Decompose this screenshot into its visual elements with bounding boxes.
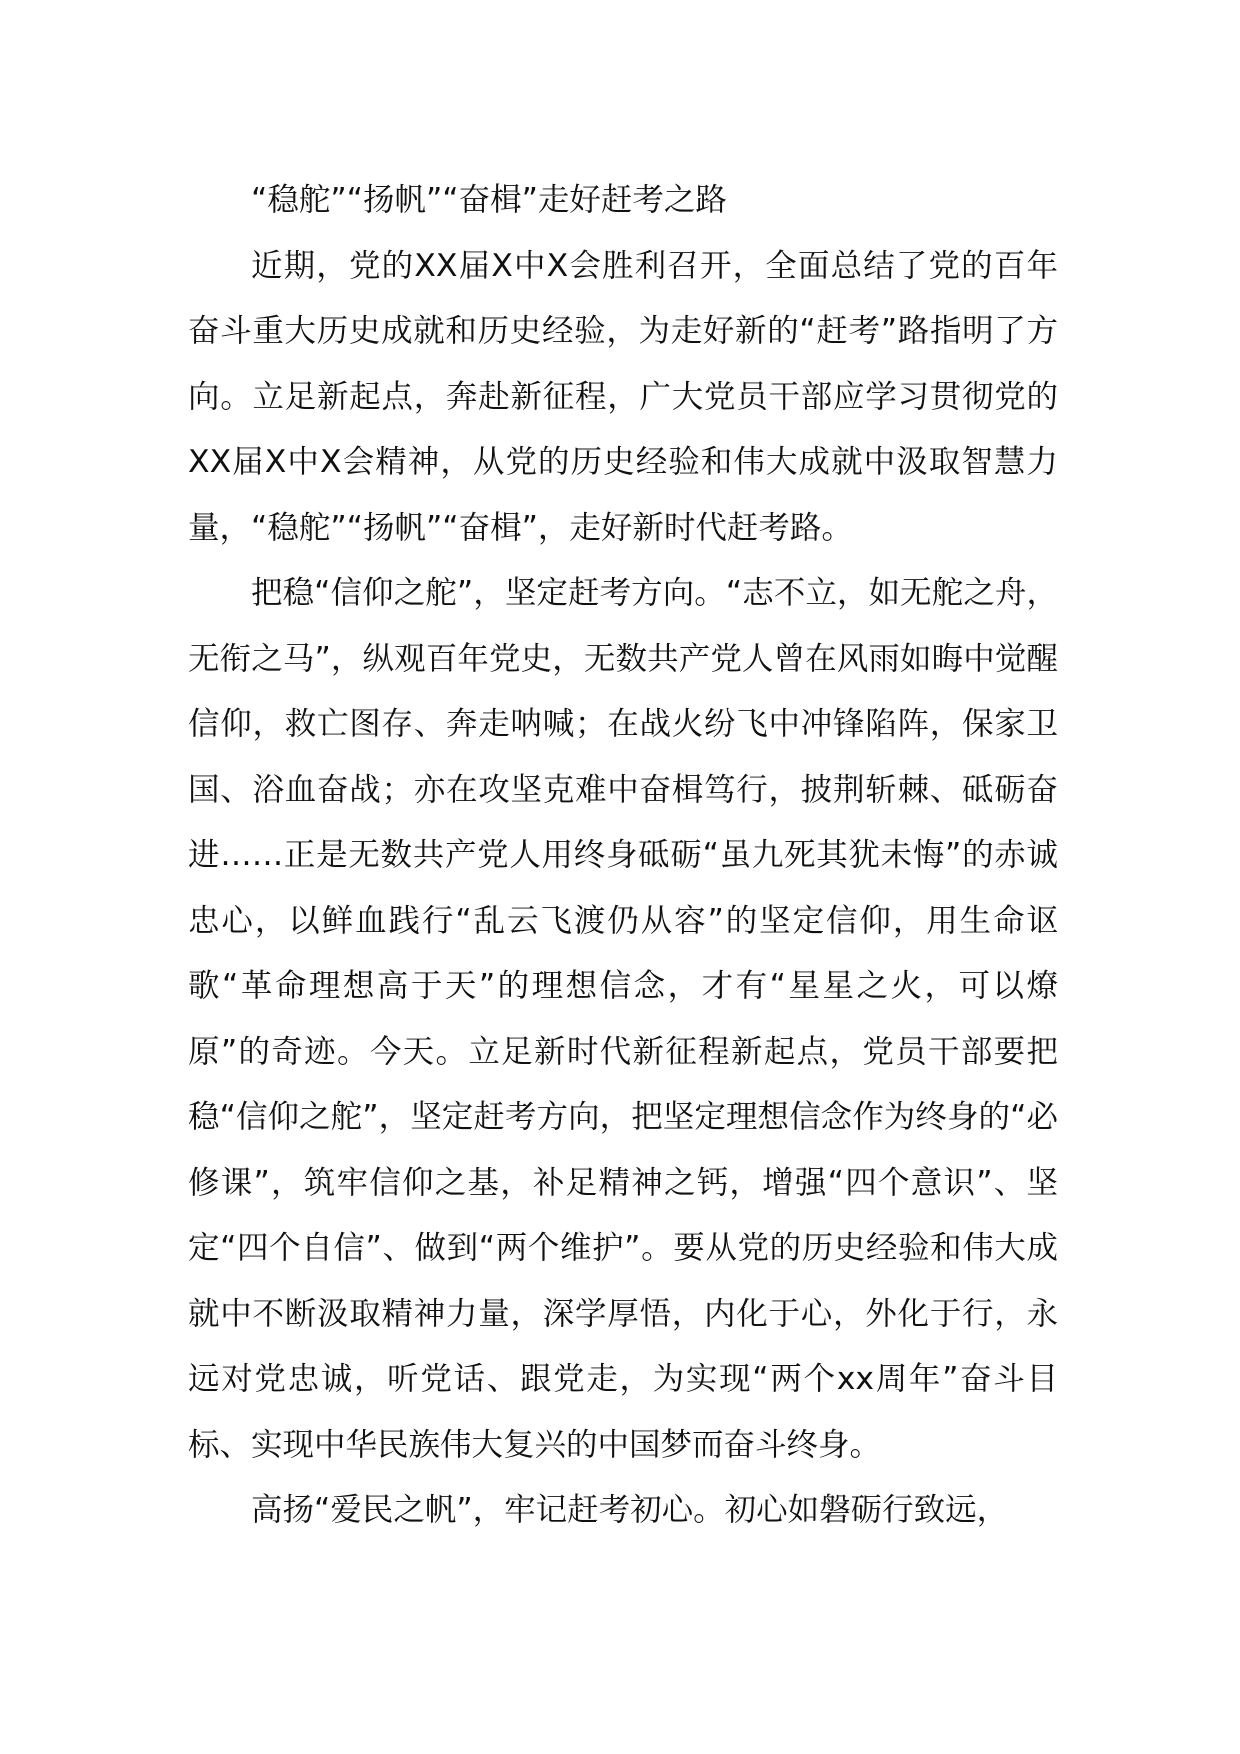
paragraph-intro: 近期，党的XX届X中X会胜利召开，全面总结了党的百年奋斗重大历史成就和历史经验，为走好新的“赶考”路指明了方向。立足新起点，奔赴新征程，广大党员干部应学习贯彻党的XX届X中X会精神，从党的历史经验和伟大成就中汲取智慧力量，“稳舵”“扬帆”“奋楫”，走好新时代赶考路。: [188, 247, 1058, 546]
paragraph-people-sail: 高扬“爱民之帆”，牢记赶考初心。初心如磐砺行致远，: [251, 1492, 1009, 1528]
paragraph-faith-rudder: 把稳“信仰之舵”，坚定赶考方向。“志不立，如无舵之舟，无衔之马”，纵观百年党史，无数共产党人曾在风雨如晦中觉醒信仰，救亡图存、奔走呐喊；在战火纷飞中冲锋陷阵，保家卫国、浴血奋战；亦在攻坚克难中奋楫笃行，披荆斩棘、砥砺奋进……正是无数共产党人用终身砥砺“虽九死其犹未悔”的赤诚忠心，以鲜血践行“乱云飞渡仍从容”的坚定信仰，用生命讴歌“革命理想高于天”的理想信念，才有“星星之火，可以燎原”的奇迹。今天。立足新时代新征程新起点，党员干部要把稳“信仰之舵”，坚定赶考方向，把坚定理想信念作为终身的“必修课”，筑牢信仰之基，补足精神之钙，增强“四个意识”、坚定“四个自信”、做到“两个维护”。要从党的历史经验和伟大成就中不断汲取精神力量，深学厚悟，内化于心，外化于行，永远对党忠诚，听党话、跟党走，为实现“两个xx周年”奋斗目标、实现中华民族伟大复兴的中国梦而奋斗终身。: [188, 575, 1058, 1463]
document-body: [188, 168, 1058, 1544]
document-title: “稳舵”“扬帆”“奋楫”走好赶考之路: [251, 182, 727, 218]
